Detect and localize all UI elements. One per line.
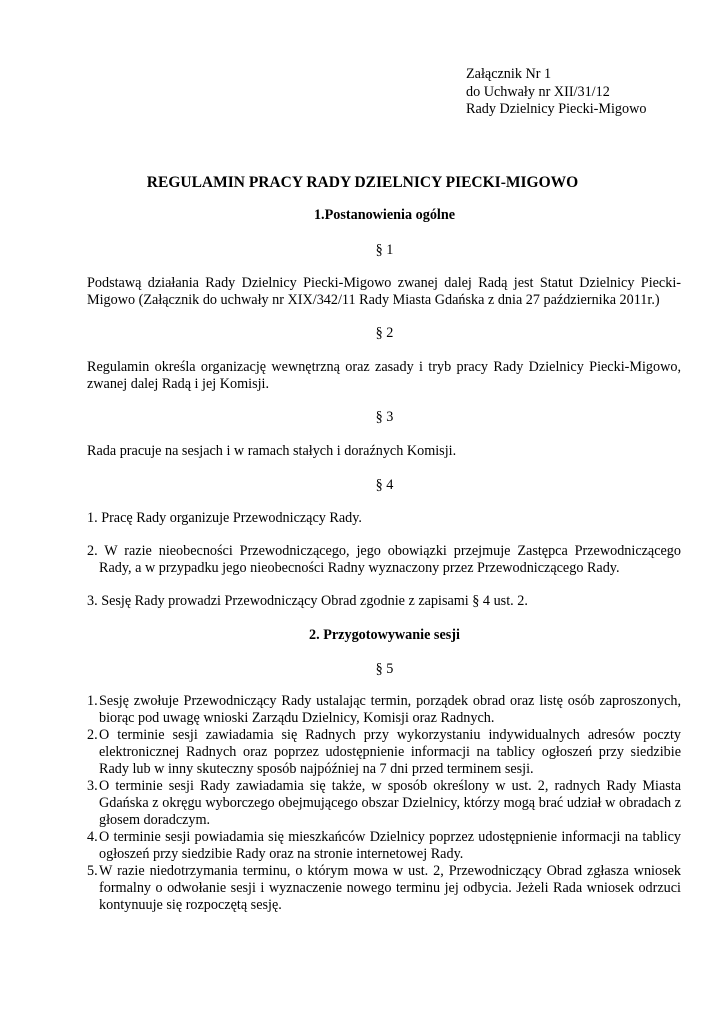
list-item <box>87 693 681 727</box>
paragraph-1-mark: § 1 <box>375 242 394 258</box>
attachment-note <box>466 66 646 119</box>
attachment-line-1: Załącznik Nr 1 <box>466 66 552 82</box>
list-item-text: O terminie sesji Rady zawiadamia się także, w sposób określony w ust. 2, radnych Rady Miasta Gdańska z okręgu wyborczego obejmującego obszar Dzielnicy, którzy mogą brać udział w obradach z głosem doradczym. <box>99 778 681 828</box>
list-item-text: O terminie sesji zawiadamia się Radnych przy wykorzystaniu indywidualnych adresów poczty elektronicznej Radnych oraz poprzez udostępnienie informacji na tablicy ogłoszeń przy siedzibie Rady lub w inny skuteczny sposób najpóźniej na 7 dni przed terminem sesji. <box>99 727 681 777</box>
list-item-number: 3. <box>87 778 98 794</box>
paragraph-4-item-2 <box>87 543 681 577</box>
list-item-text: W razie niedotrzymania terminu, o którym mowa w ust. 2, Przewodniczący Obrad zgłasza wniosek formalny o odwołanie sesji i wyznaczenie nowego terminu jej odbycia. Jeżeli Rada wniosek odrzuci kontynuuje się rozpoczętą sesję. <box>99 863 681 913</box>
paragraph-3-mark: § 3 <box>375 409 394 425</box>
paragraph-4-item-2-line-1: 2. W razie nieobecności Przewodniczącego, jego obowiązki przejmuje Zastępca Przewodniczącego <box>87 543 681 559</box>
attachment-line-3: Rady Dzielnicy Piecki-Migowo <box>466 101 647 117</box>
document-title: REGULAMIN PRACY RADY DZIELNICY PIECKI-MIGOWO <box>146 174 579 191</box>
paragraph-1-line-1: Podstawą działania Rady Dzielnicy Piecki-Migowo zwanej dalej Radą jest Statut Dzielnicy Piecki- <box>87 275 681 291</box>
paragraph-4-mark: § 4 <box>375 477 394 493</box>
list-item-number: 5. <box>87 863 98 879</box>
paragraph-5-list <box>87 693 681 914</box>
list-item <box>87 778 681 829</box>
attachment-line-2: do Uchwały nr XII/31/12 <box>466 83 610 100</box>
paragraph-3-text: Rada pracuje na sesjach i w ramach stałych i doraźnych Komisji. <box>87 443 457 459</box>
list-item-number: 4. <box>87 829 98 845</box>
list-item <box>87 727 681 778</box>
list-item-number: 2. <box>87 727 98 743</box>
paragraph-2-line-1: Regulamin określa organizację wewnętrzną oraz zasady i tryb pracy Rady Dzielnicy Piecki-Migowo, <box>87 359 681 375</box>
list-item-text: O terminie sesji powiadamia się mieszkańców Dzielnicy poprzez udostępnienie informacji na tablicy ogłoszeń przy siedzibie Rady oraz na stronie internetowej Rady. <box>99 829 681 862</box>
list-item-text: Sesję zwołuje Przewodniczący Rady ustalając termin, porządek obrad oraz listę osób zaproszonych, biorąc pod uwagę wnioski Zarządu Dzielnicy, Komisji oraz Radnych. <box>99 693 681 726</box>
list-item <box>87 829 681 863</box>
paragraph-4-item-3: 3. Sesję Rady prowadzi Przewodniczący Obrad zgodnie z zapisami § 4 ust. 2. <box>87 593 528 609</box>
section-1-heading: 1.Postanowienia ogólne <box>313 207 456 223</box>
list-item <box>87 863 681 914</box>
paragraph-2-line-2: zwanej dalej Radą i jej Komisji. <box>87 376 270 392</box>
paragraph-2-mark: § 2 <box>375 325 394 341</box>
paragraph-1-text <box>87 275 681 309</box>
paragraph-5-mark: § 5 <box>375 661 394 677</box>
paragraph-4-item-2-line-2: Rady, a w przypadku jego nieobecności Radny wyznaczony przez Przewodniczącego Rady. <box>99 560 620 576</box>
paragraph-1-line-2: Migowo (Załącznik do uchwały nr XIX/342/11 Rady Miasta Gdańska z dnia 27 października 2011r.) <box>87 292 660 308</box>
section-2-heading: 2. Przygotowywanie sesji <box>309 627 460 643</box>
list-item-number: 1. <box>87 693 98 709</box>
paragraph-4-item-1: 1. Pracę Rady organizuje Przewodniczący Rady. <box>87 510 362 526</box>
paragraph-2-text <box>87 359 681 393</box>
